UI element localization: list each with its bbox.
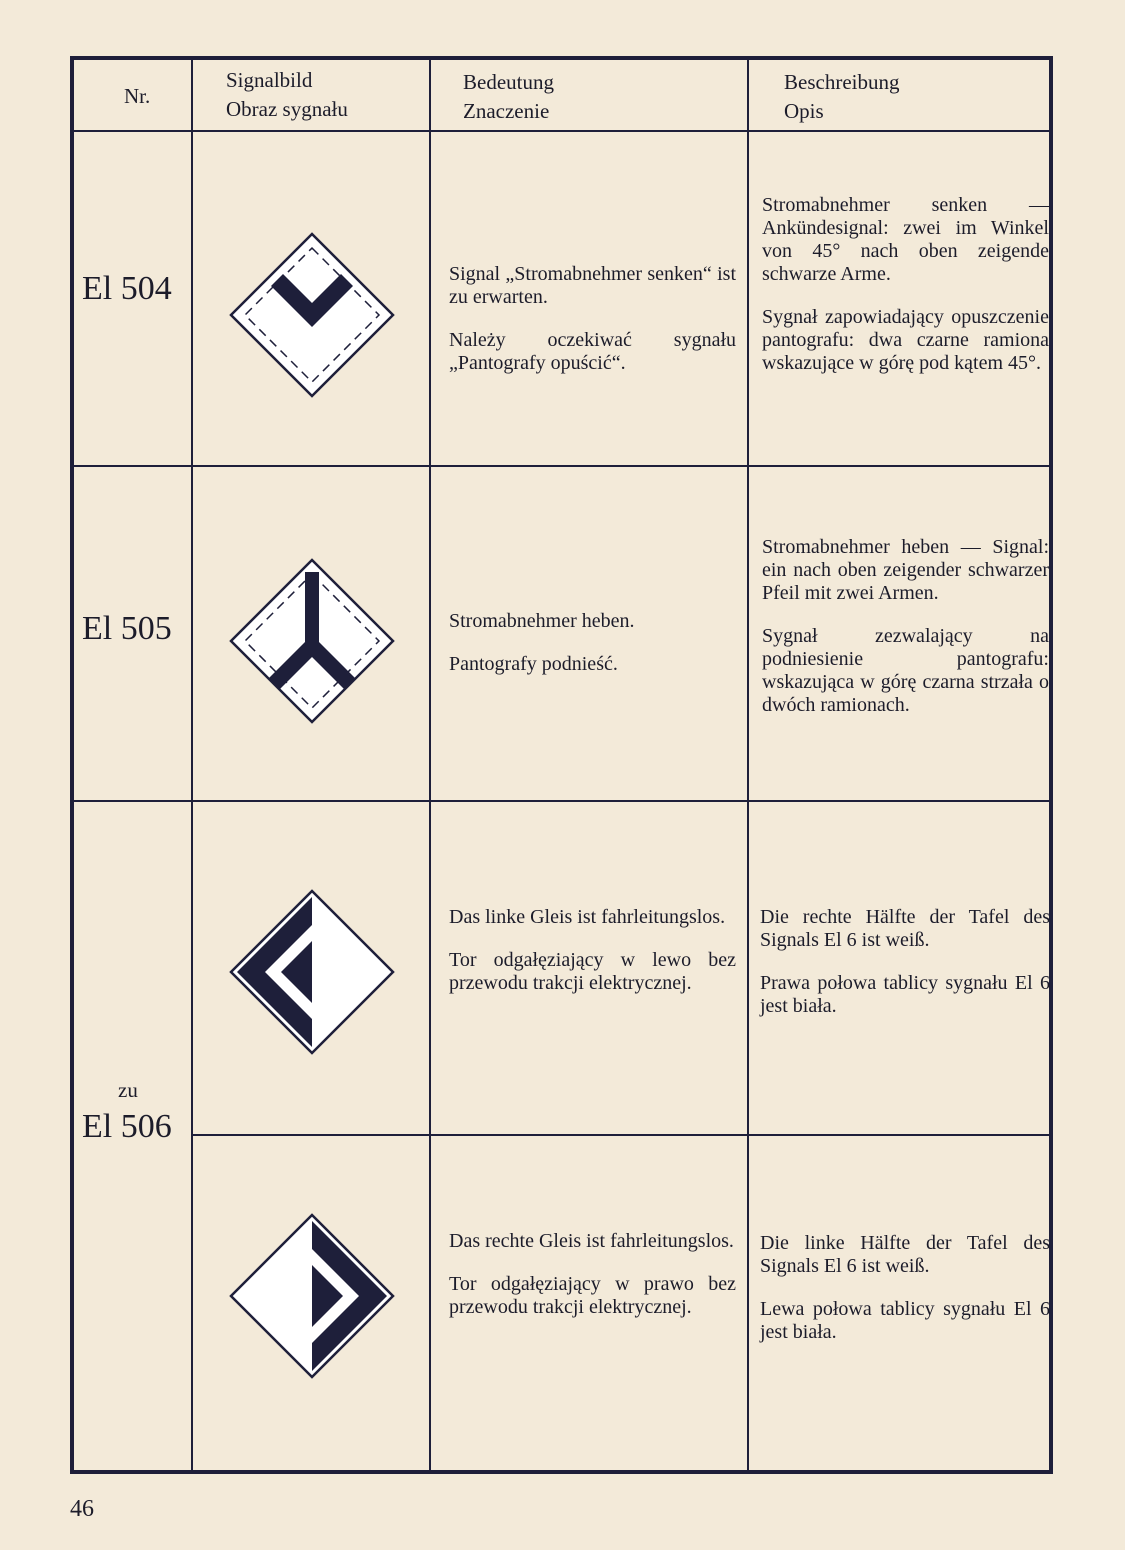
meaning-de: Signal „Stromabnehmer senken“ ist zu erwarten.	[449, 263, 736, 308]
description-cell	[762, 194, 1049, 395]
header-signalbild-pl: Obraz sygnału	[226, 97, 348, 121]
meaning-cell	[449, 610, 736, 696]
column-divider	[429, 60, 431, 1470]
description-pl: Sygnał zezwalający na podniesienie pantografu: wskazująca w górę czarna strzała o dwóch ramionach.	[762, 625, 1049, 716]
row-divider	[74, 465, 1049, 467]
column-divider	[747, 60, 749, 1470]
meaning-cell	[449, 1230, 736, 1339]
signal-table	[70, 56, 1053, 1474]
header-bedeutung-de: Bedeutung	[463, 70, 554, 94]
meaning-pl: Tor odgałęziający w prawo bez przewodu trakcji elektrycznej.	[449, 1273, 736, 1318]
description-de: Die linke Hälfte der Tafel des Signals El 6 ist weiß.	[760, 1232, 1050, 1277]
row-divider	[74, 800, 1049, 802]
header-divider	[74, 130, 1049, 132]
header-bedeutung	[463, 68, 554, 126]
description-cell	[760, 1232, 1050, 1364]
signal-number-prefix: zu	[118, 1078, 138, 1102]
page-number: 46	[70, 1496, 94, 1522]
description-pl: Sygnał zapowiadający opuszczenie pantografu: dwa czarne ramiona wskazujące w górę pod kątem 45°.	[762, 306, 1049, 374]
column-divider	[191, 60, 193, 1470]
header-bedeutung-pl: Znaczenie	[463, 99, 550, 123]
diamond-right-half-icon	[227, 1211, 397, 1381]
header-signalbild-de: Signalbild	[226, 68, 313, 92]
meaning-pl: Należy oczekiwać sygnału „Pantografy opuścić“.	[449, 329, 736, 374]
header-signalbild	[226, 66, 348, 124]
signal-number: El 505	[82, 610, 172, 647]
row-divider	[191, 1134, 1049, 1136]
meaning-cell	[449, 263, 736, 395]
diamond-left-half-icon	[227, 887, 397, 1057]
description-cell	[762, 536, 1049, 737]
signal-number: El 506	[82, 1108, 172, 1145]
meaning-de: Stromabnehmer heben.	[449, 610, 635, 632]
description-de: Stromabnehmer heben — Signal: ein nach oben zeigender schwarzer Pfeil mit zwei Armen.	[762, 536, 1049, 604]
diamond-y-arrow-icon	[227, 556, 397, 726]
description-cell	[760, 906, 1050, 1038]
header-nr: Nr.	[124, 84, 151, 108]
meaning-pl: Pantografy podnieść.	[449, 653, 618, 675]
description-de: Die rechte Hälfte der Tafel des Signals El 6 ist weiß.	[760, 906, 1050, 951]
meaning-cell	[449, 906, 736, 1015]
description-de: Stromabnehmer senken — Ankündesignal: zwei im Winkel von 45° nach oben zeigende schwarze Arme.	[762, 194, 1049, 285]
description-pl: Prawa połowa tablicy sygnału El 6 jest biała.	[760, 972, 1050, 1017]
meaning-pl: Tor odgałęziający w lewo bez przewodu trakcji elektrycznej.	[449, 949, 736, 994]
header-beschreibung-de: Beschreibung	[784, 70, 900, 94]
header-beschreibung-pl: Opis	[784, 99, 824, 123]
meaning-de: Das rechte Gleis ist fahrleitungslos.	[449, 1230, 734, 1252]
signal-number: El 504	[82, 270, 172, 307]
meaning-de: Das linke Gleis ist fahrleitungslos.	[449, 906, 726, 928]
diamond-arms-down-icon	[227, 230, 397, 400]
header-beschreibung	[784, 68, 899, 126]
description-pl: Lewa połowa tablicy sygnału El 6 jest biała.	[760, 1298, 1050, 1343]
